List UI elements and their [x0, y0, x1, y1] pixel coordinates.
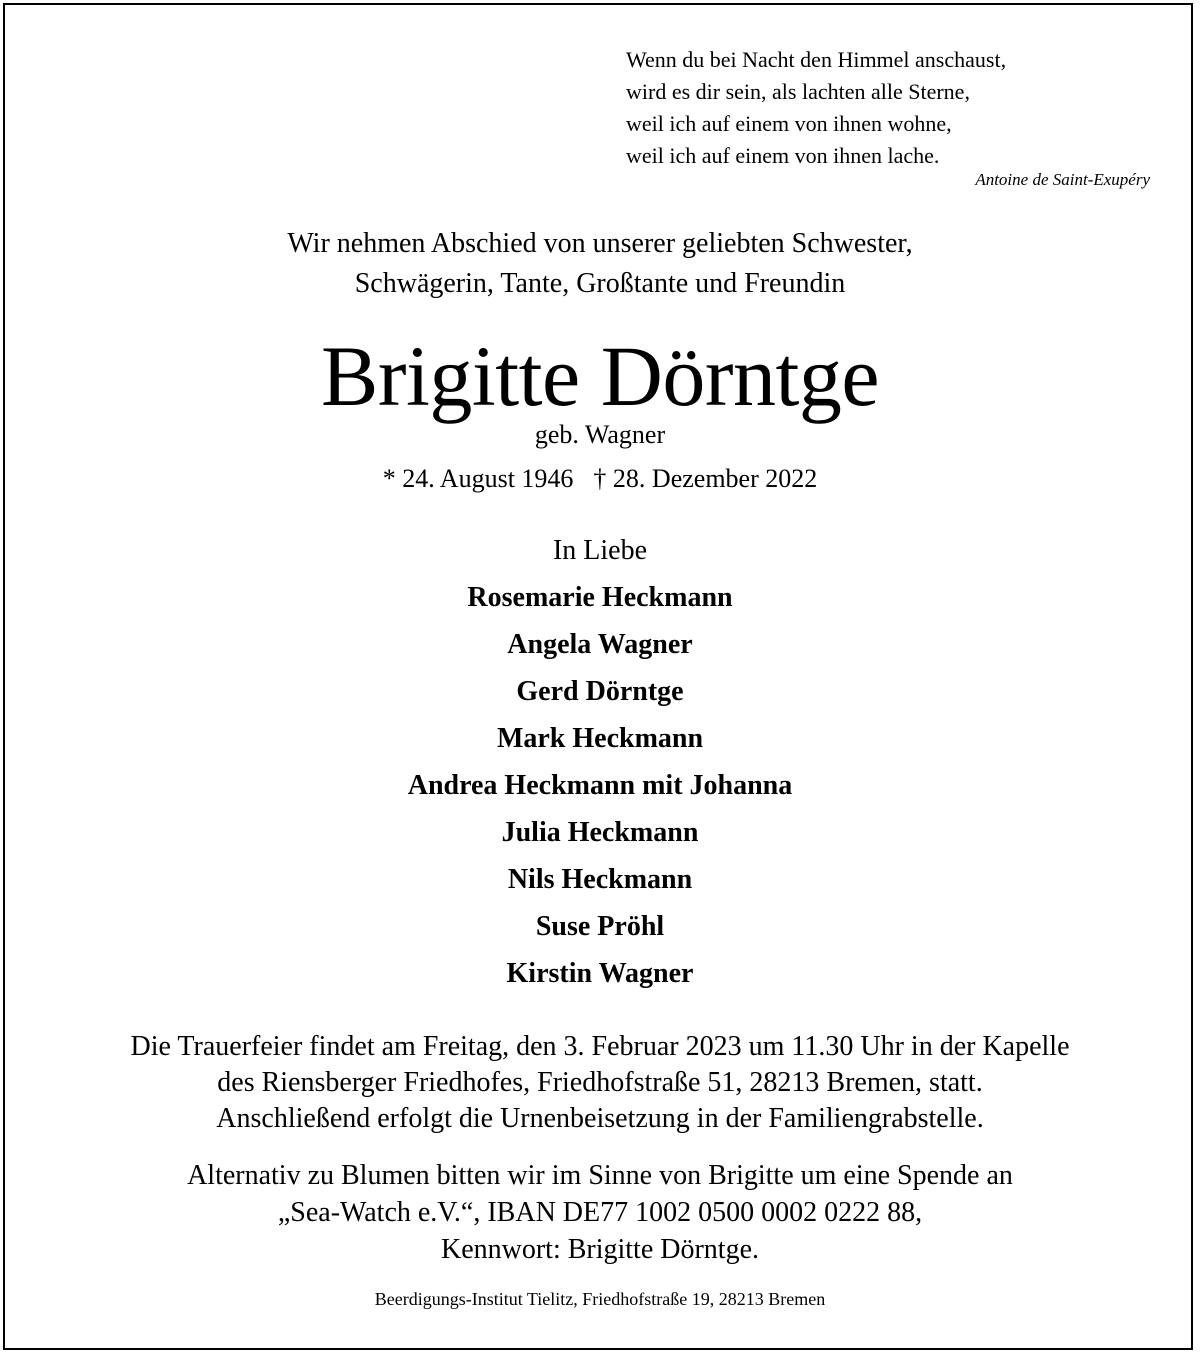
ceremony-line: Anschließend erfolgt die Urnenbeisetzung in der Familiengrabstelle. [216, 1103, 984, 1134]
mourners-heading: In Liebe [552, 535, 648, 566]
ceremony-info [0, 1029, 1200, 1137]
undertaker-info: Beerdigungs-Institut Tielitz, Friedhofstraße 19, 28213 Bremen [374, 1289, 826, 1309]
birth-date: * 24. August 1946 [382, 464, 574, 493]
deceased-name: Brigitte Dörntge [320, 328, 880, 424]
mourner-name: Nils Heckmann [507, 864, 693, 895]
intro-line: Schwägerin, Tante, Großtante und Freundin [354, 268, 846, 299]
mourner-name: Suse Pröhl [535, 911, 665, 942]
donation-line: „Sea-Watch e.V.“, IBAN DE77 1002 0500 0002 0222 88, [277, 1197, 923, 1228]
mourner-name: Angela Wagner [507, 629, 693, 660]
mourner-name: Kirstin Wagner [506, 958, 694, 989]
intro-line: Wir nehmen Abschied von unserer geliebten Schwester, [287, 228, 913, 259]
ceremony-line: des Riensberger Friedhofes, Friedhofstraße 51, 28213 Bremen, statt. [217, 1067, 983, 1098]
donation-info [0, 1157, 1200, 1268]
farewell-intro [0, 224, 1200, 304]
mourner-name: Julia Heckmann [501, 817, 699, 848]
life-dates [0, 462, 1200, 496]
quote-line: wird es dir sein, als lachten alle Sterne, [626, 79, 970, 104]
death-date: † 28. Dezember 2022 [593, 464, 818, 493]
mourner-name: Mark Heckmann [496, 723, 704, 754]
ceremony-line: Die Trauerfeier findet am Freitag, den 3. Februar 2023 um 11.30 Uhr in der Kapelle [130, 1031, 1070, 1062]
donation-line: Kennwort: Brigitte Dörntge. [440, 1234, 760, 1265]
maiden-name: geb. Wagner [534, 420, 666, 449]
quote-line: weil ich auf einem von ihnen wohne, [626, 111, 952, 136]
quote-author: Antoine de Saint-Exupéry [975, 170, 1150, 189]
mourner-name: Gerd Dörntge [516, 676, 684, 707]
quote-line: weil ich auf einem von ihnen lache. [626, 143, 940, 168]
donation-line: Alternativ zu Blumen bitten wir im Sinne von Brigitte um eine Spende an [187, 1160, 1013, 1191]
quote-line: Wenn du bei Nacht den Himmel anschaust, [626, 47, 1007, 72]
mourner-name: Rosemarie Heckmann [467, 582, 733, 613]
mourner-name: Andrea Heckmann mit Johanna [407, 770, 793, 801]
quote-block [626, 44, 1166, 172]
mourner-list [0, 574, 1200, 997]
